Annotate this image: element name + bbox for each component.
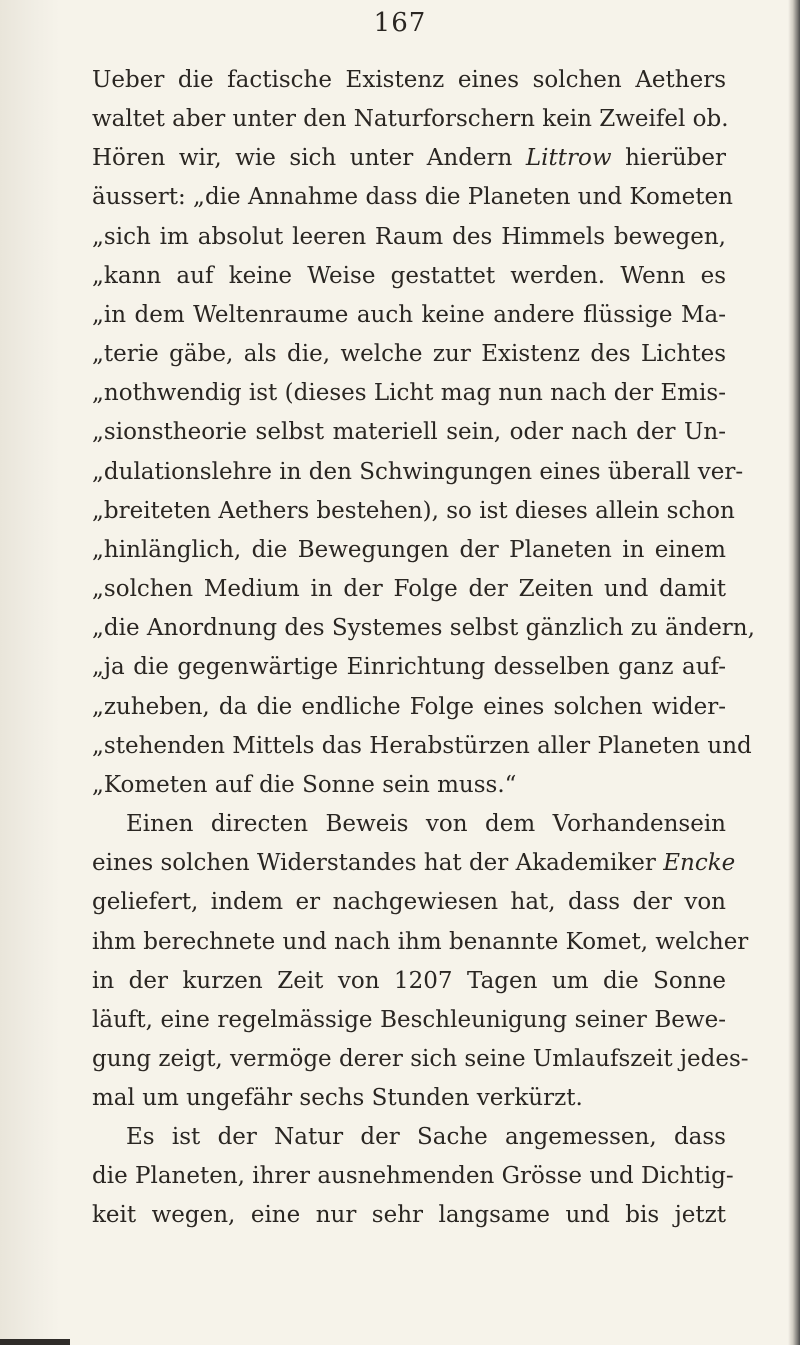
text-line: „zuheben, da die endliche Folge eines solchen wider- xyxy=(92,694,726,720)
text-line: keit wegen, eine nur sehr langsame und bis jetzt xyxy=(92,1202,726,1228)
scan-right-edge xyxy=(788,0,800,1345)
text-line: Ueber die factische Existenz eines solchen Aethers xyxy=(92,67,726,93)
text-line: geliefert, indem er nachgewiesen hat, dass der von xyxy=(92,889,726,915)
text-line-start: Hören wir, wie sich unter Andern xyxy=(92,145,526,171)
text-line: Es ist der Natur der Sache angemessen, dass xyxy=(126,1124,726,1150)
text-line: „terie gäbe, als die, welche zur Existenz des Lichtes xyxy=(92,341,726,367)
text-line: äussert: „die Annahme dass die Planeten und Kometen xyxy=(92,184,733,210)
text-line-end: hierüber xyxy=(611,145,726,171)
author-name-encke: Encke xyxy=(663,850,736,876)
text-line: „nothwendig ist (dieses Licht mag nun nach der Emis- xyxy=(92,380,726,406)
author-name-littrow: Littrow xyxy=(525,145,612,171)
text-line xyxy=(92,843,736,883)
text-line: „solchen Medium in der Folge der Zeiten und damit xyxy=(92,576,726,602)
text-line-start: eines solchen Widerstandes hat der Akademiker xyxy=(92,850,664,876)
scan-bottom-mark xyxy=(0,1339,70,1345)
text-line: „ja die gegenwärtige Einrichtung desselben ganz auf- xyxy=(92,654,726,680)
scan-left-margin xyxy=(0,0,60,1345)
text-line: „in dem Weltenraume auch keine andere flüssige Ma- xyxy=(92,302,726,328)
text-line: läuft, eine regelmässige Beschleunigung seiner Bewe- xyxy=(92,1007,726,1033)
text-line: ihm berechnete und nach ihm benannte Komet, welcher xyxy=(92,929,749,955)
text-line: gung zeigt, vermöge derer sich seine Umlaufszeit jedes- xyxy=(92,1046,749,1072)
text-line: in der kurzen Zeit von 1207 Tagen um die Sonne xyxy=(92,968,726,994)
text-line: die Planeten, ihrer ausnehmenden Grösse und Dichtig- xyxy=(92,1163,734,1189)
text-line: „dulationslehre in den Schwingungen eines überall ver- xyxy=(92,459,744,485)
text-line: Einen directen Beweis von dem Vorhandensein xyxy=(126,811,726,837)
text-line: mal um ungefähr sechs Stunden verkürzt. xyxy=(92,1085,583,1111)
text-line: „breiteten Aethers bestehen), so ist dieses allein schon xyxy=(92,498,735,524)
text-line xyxy=(92,138,726,178)
page-number: 167 xyxy=(373,8,427,38)
text-line: waltet aber unter den Naturforschern kein Zweifel ob. xyxy=(92,106,729,132)
text-line: „hinlänglich, die Bewegungen der Planeten in einem xyxy=(92,537,726,563)
text-line: „sionstheorie selbst materiell sein, oder nach der Un- xyxy=(92,419,726,445)
text-line: „stehenden Mittels das Herabstürzen aller Planeten und xyxy=(92,733,752,759)
text-line: „Kometen auf die Sonne sein muss.“ xyxy=(92,772,517,798)
text-line: „sich im absolut leeren Raum des Himmels bewegen, xyxy=(92,224,726,250)
text-line: „die Anordnung des Systemes selbst gänzlich zu ändern, xyxy=(92,615,755,641)
text-line: „kann auf keine Weise gestattet werden. Wenn es xyxy=(92,263,726,289)
